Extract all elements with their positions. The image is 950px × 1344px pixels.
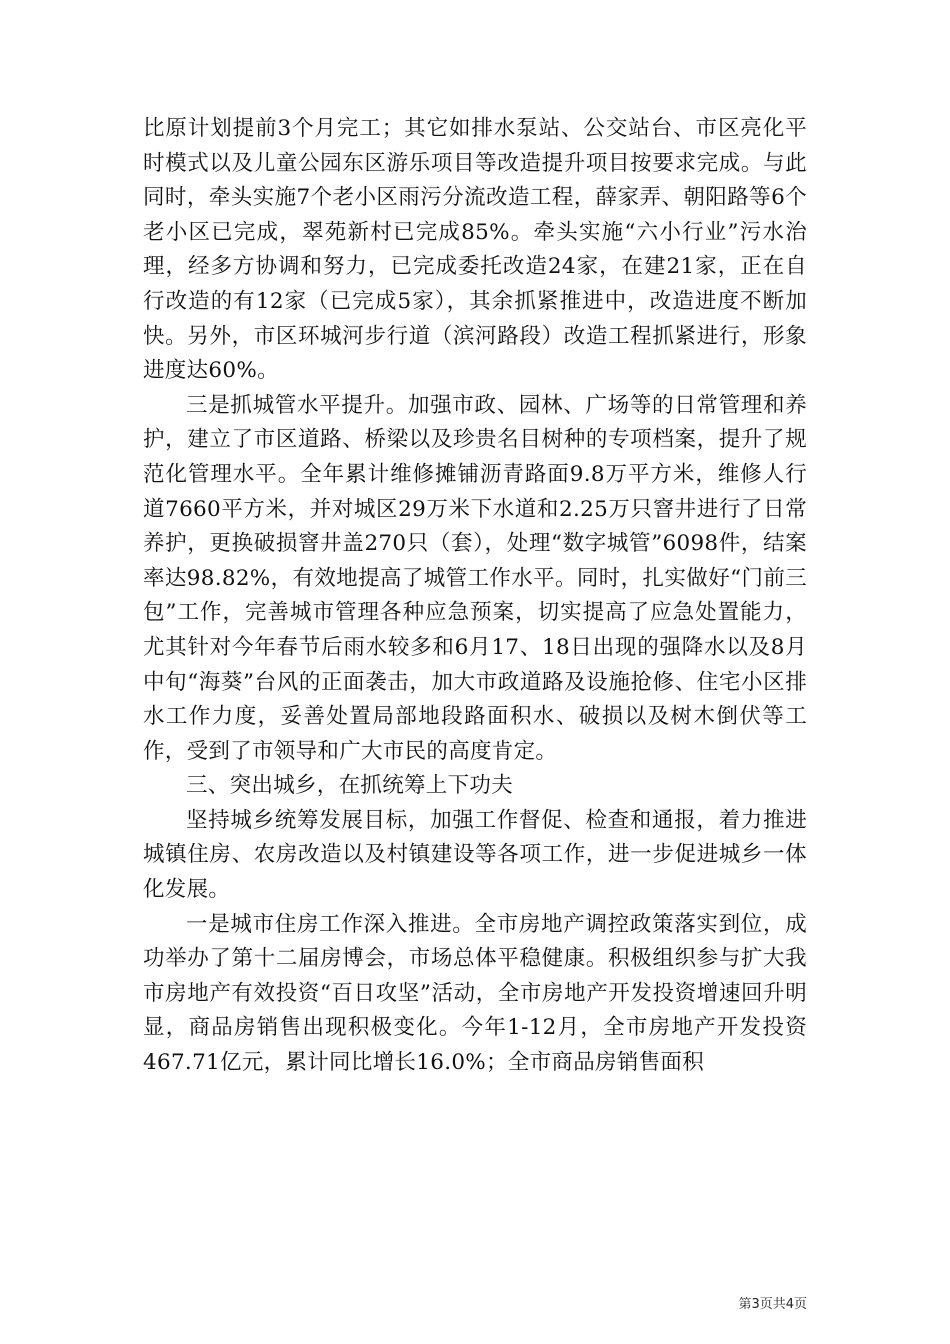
paragraph-city-management: 三是抓城管水平提升。加强市政、园林、广场等的日常管理和养护，建立了市区道路、桥梁以及珍贵名目树种的专项档案，提升了规范化管理水平。全年累计维修摊铺沥青路面9.8万平方米，维修人行道7660平方米，并对城区29万米下水道和2.25万只窨井进行了日常养护，更换破损窨井盖270只（套），处理“数字城管”6098件，结案率达98.82%，有效地提高了城管工作水平。同时，扎实做好“门前三包”工作，完善城市管理各种应急预案，切实提高了应急处置能力，尤其针对今年春节后雨水较多和6月17、18日出现的强降水以及8月中旬“海葵”台风的正面袭击，加大市政道路及设施抢修、住宅小区排水工作力度，妥善处置局部地段路面积水、破损以及树木倒伏等工作，受到了市领导和广大市民的高度肯定。 [143, 392, 807, 764]
paragraph-housing: 一是城市住房工作深入推进。全市房地产调控政策落实到位，成功举办了第十二届房博会，市场总体平稳健康。积极组织参与扩大我市房地产有效投资“百日攻坚”活动，全市房地产开发投资增速回升明显，商品房销售出现积极变化。今年1-12月，全市房地产开发投资467.71亿元，累计同比增长16.0%；全市商品房销售面积 [143, 911, 807, 1076]
page-number-footer: 第3页共4页 [738, 1297, 807, 1312]
section-heading: 三、突出城乡，在抓统筹上下功夫 [186, 773, 514, 799]
document-body [143, 112, 807, 1081]
paragraph-continued: 比原计划提前3个月完工；其它如排水泵站、公交站台、市区亮化平时模式以及儿童公园东区游乐项目等改造提升项目按要求完成。与此同时，牵头实施7个老小区雨污分流改造工程，薛家弄、朝阳路等6个老小区已完成，翠苑新村已完成85%。牵头实施“六小行业”污水治理，经多方协调和努力，已完成委托改造24家，在建21家，正在自行改造的有12家（已完成5家），其余抓紧推进中，改造进度不断加快。另外，市区环城河步行道（滨河路段）改造工程抓紧进行，形象进度达60%。 [143, 116, 807, 384]
paragraph-urban-rural: 坚持城乡统筹发展目标，加强工作督促、检查和通报，着力推进城镇住房、农房改造以及村镇建设等各项工作，进一步促进城乡一体化发展。 [143, 807, 807, 903]
